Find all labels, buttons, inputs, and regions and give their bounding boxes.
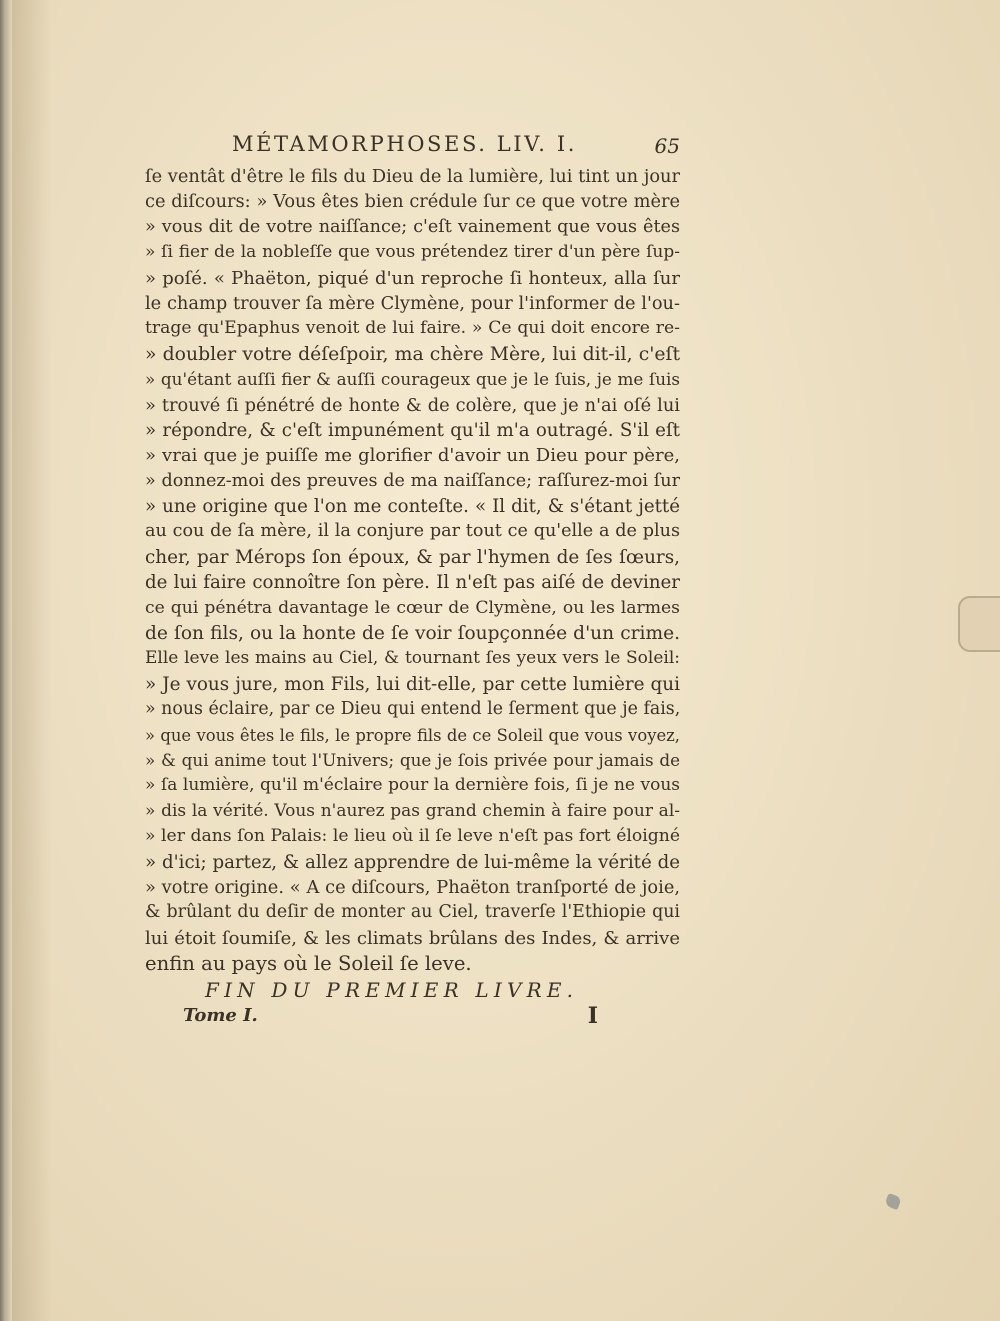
running-head: MÉTAMORPHOSES. LIV. I. [232,132,578,156]
text-line: » ſi fier de la nobleſſe que vous prétendez tirer d'un père ſup- [145,242,680,263]
paper-speck [884,1193,902,1210]
text-line: » vrai que je puiſſe me glorifier d'avoir un Dieu pour père, [145,445,680,467]
gutter-shadow [12,0,52,1321]
text-line: » trouvé ſi pénétré de honte & de colère, que je n'ai oſé lui [145,394,680,416]
text-line: de ſon fils, ou la honte de ſe voir ſoupçonnée d'un crime. [145,623,680,645]
text-line: » d'ici; partez, & allez apprendre de lui-même la vérité de [145,851,680,873]
text-line: » répondre, & c'eſt impunément qu'il m'a outragé. S'il eſt [145,419,680,441]
text-line: ce diſcours: » Vous êtes bien crédule ſur ce que votre mère [145,191,680,213]
page-number: 65 [654,134,680,158]
text-line: » donnez-moi des preuves de ma naiſſance; raſſurez-moi ſur [145,470,680,491]
text-line: enfin au pays où le Soleil ſe leve. [145,952,472,976]
text-line: Elle leve les mains au Ciel, & tournant ſes yeux vers le Soleil: [145,648,680,669]
page-tab [958,596,1000,652]
text-line: au cou de ſa mère, il la conjure par tout ce qu'elle a de plus [145,521,680,542]
volume-mark: Tome I. [183,1005,258,1026]
text-line: de lui faire connoître ſon père. Il n'eſt pas aiſé de deviner [145,572,680,594]
text-line: » Je vous jure, mon Fils, lui dit-elle, par cette lumière qui [145,673,680,695]
text-line: ſe ventât d'être le fils du Dieu de la lumière, lui tint un jour [145,166,680,187]
signature-mark: I [587,1003,598,1029]
text-line: lui étoit ſoumiſe, & les climats brûlans des Indes, & arrive [145,927,680,949]
text-line: » dis la vérité. Vous n'aurez pas grand chemin à faire pour al- [145,800,680,821]
text-line: » ler dans ſon Palais: le lieu où il ſe leve n'eſt pas fort éloigné [145,826,680,847]
text-line: & brûlant du deſir de monter au Ciel, traverſe l'Ethiopie qui [145,902,680,923]
text-line: » vous dit de votre naiſſance; c'eſt vainement que vous êtes [145,216,680,237]
text-line: trage qu'Epaphus venoit de lui faire. » Ce qui doit encore re- [145,318,680,339]
text-line: » ſa lumière, qu'il m'éclaire pour la dernière fois, ſi je ne vous [145,775,680,796]
page-gutter [0,0,12,1321]
end-of-book-line: FIN DU PREMIER LIVRE. [205,978,579,1002]
body-text [145,164,680,977]
text-line: » poſé. « Phaëton, piqué d'un reproche ſi honteux, alla ſur [145,267,680,289]
text-line: cher, par Mérops ſon époux, & par l'hymen de ſes ſœurs, [145,546,680,568]
text-line: ce qui pénétra davantage le cœur de Clymène, ou les larmes [145,597,680,618]
text-line: » & qui anime tout l'Univers; que je ſois privée pour jamais de [145,749,680,770]
text-line: » doubler votre déſeſpoir, ma chère Mère, lui dit-il, c'eſt [145,343,680,365]
text-line: » que vous êtes le fils, le propre fils de ce Soleil que vous voyez, [145,725,680,745]
page-header [232,132,680,168]
text-line: le champ trouver ſa mère Clymène, pour l'informer de l'ou- [145,292,680,314]
signature-line [183,1005,598,1035]
text-line: » votre origine. « A ce diſcours, Phaëton tranſporté de joie, [145,876,680,898]
text-line: » qu'étant auſſi fier & auſſi courageux que je le ſuis, je me ſuis [145,369,680,390]
text-line: » nous éclaire, par ce Dieu qui entend le ſerment que je fais, [145,699,680,720]
text-line: » une origine que l'on me conteſte. « Il dit, & s'étant jetté [145,496,680,518]
